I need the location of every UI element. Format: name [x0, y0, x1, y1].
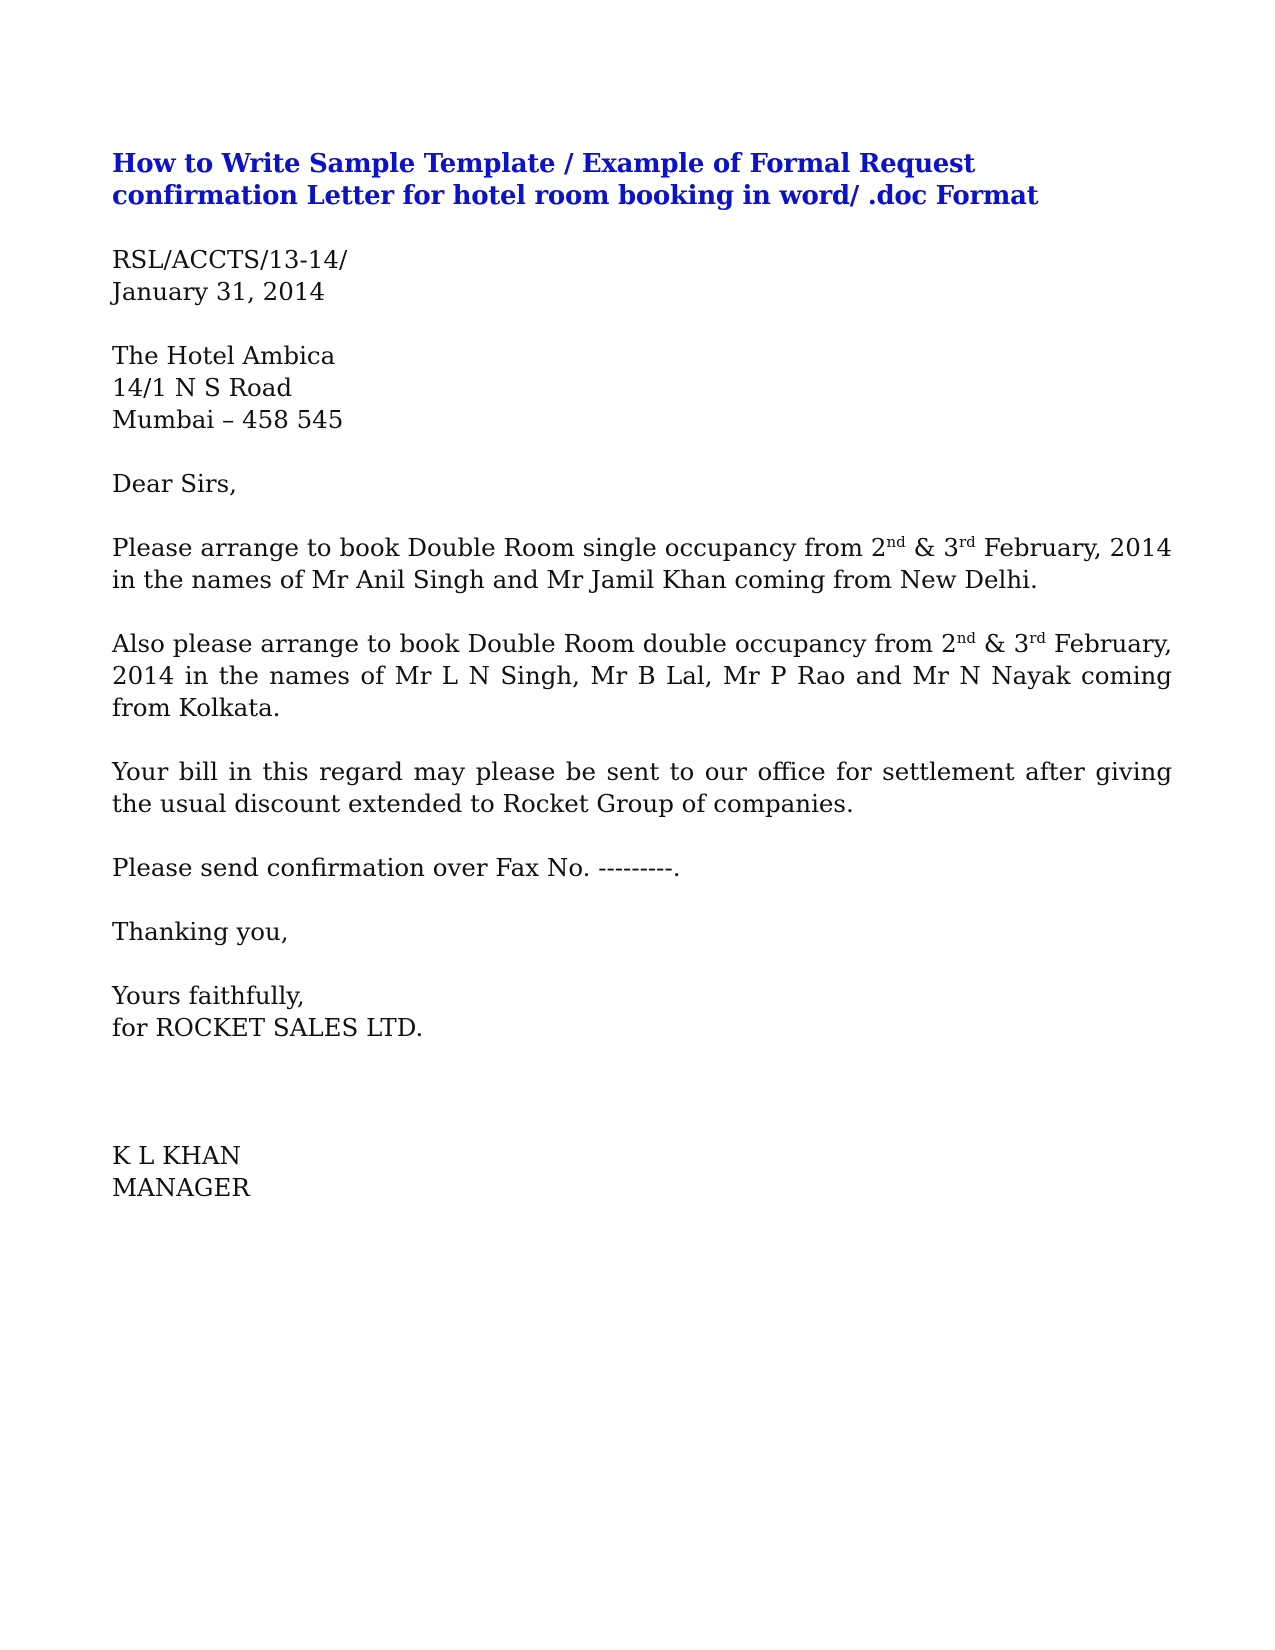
letter-date: January 31, 2014 [112, 277, 326, 306]
paragraph-double-occupancy: Also please arrange to book Double Room double occupancy from 2nd & 3rd February, 2014 in the names of Mr L N Singh, Mr B Lal, Mr P Rao and Mr N Nayak coming from Kolkata. [112, 628, 1172, 722]
signature-block [112, 1140, 1172, 1204]
title-line-2: confirmation Letter for hotel room booking in word/ .doc Format [112, 181, 1039, 211]
recipient-address [112, 340, 1172, 436]
paragraph-billing: Your bill in this regard may please be sent to our office for settlement after giving the usual discount extended to Rocket Group of companies. [112, 757, 1172, 818]
paragraph-fax-confirmation: Please send confirmation over Fax No. ---------. [112, 853, 681, 882]
signatory-title: MANAGER [112, 1173, 250, 1202]
paragraph-single-occupancy: Please arrange to book Double Room single occupancy from 2nd & 3rd February, 2014 in the names of Mr Anil Singh and Mr Jamil Khan coming from New Delhi. [112, 532, 1172, 594]
closing-yours-faithfully: Yours faithfully, [112, 981, 305, 1010]
reference-number: RSL/ACCTS/13-14/ [112, 245, 348, 274]
title-line-1: How to Write Sample Template / Example of Formal Request [112, 149, 976, 179]
recipient-street: 14/1 N S Road [112, 373, 293, 402]
salutation: Dear Sirs, [112, 469, 237, 498]
recipient-name: The Hotel Ambica [112, 341, 336, 370]
signatory-name: K L KHAN [112, 1141, 241, 1170]
reference-block [112, 244, 1172, 308]
closing-thanks: Thanking you, [112, 917, 289, 946]
letter-content [112, 148, 1172, 1204]
document-title [112, 148, 1172, 212]
closing-block [112, 980, 1172, 1044]
company-name: for ROCKET SALES LTD. [112, 1013, 424, 1042]
recipient-city: Mumbai – 458 545 [112, 405, 344, 434]
